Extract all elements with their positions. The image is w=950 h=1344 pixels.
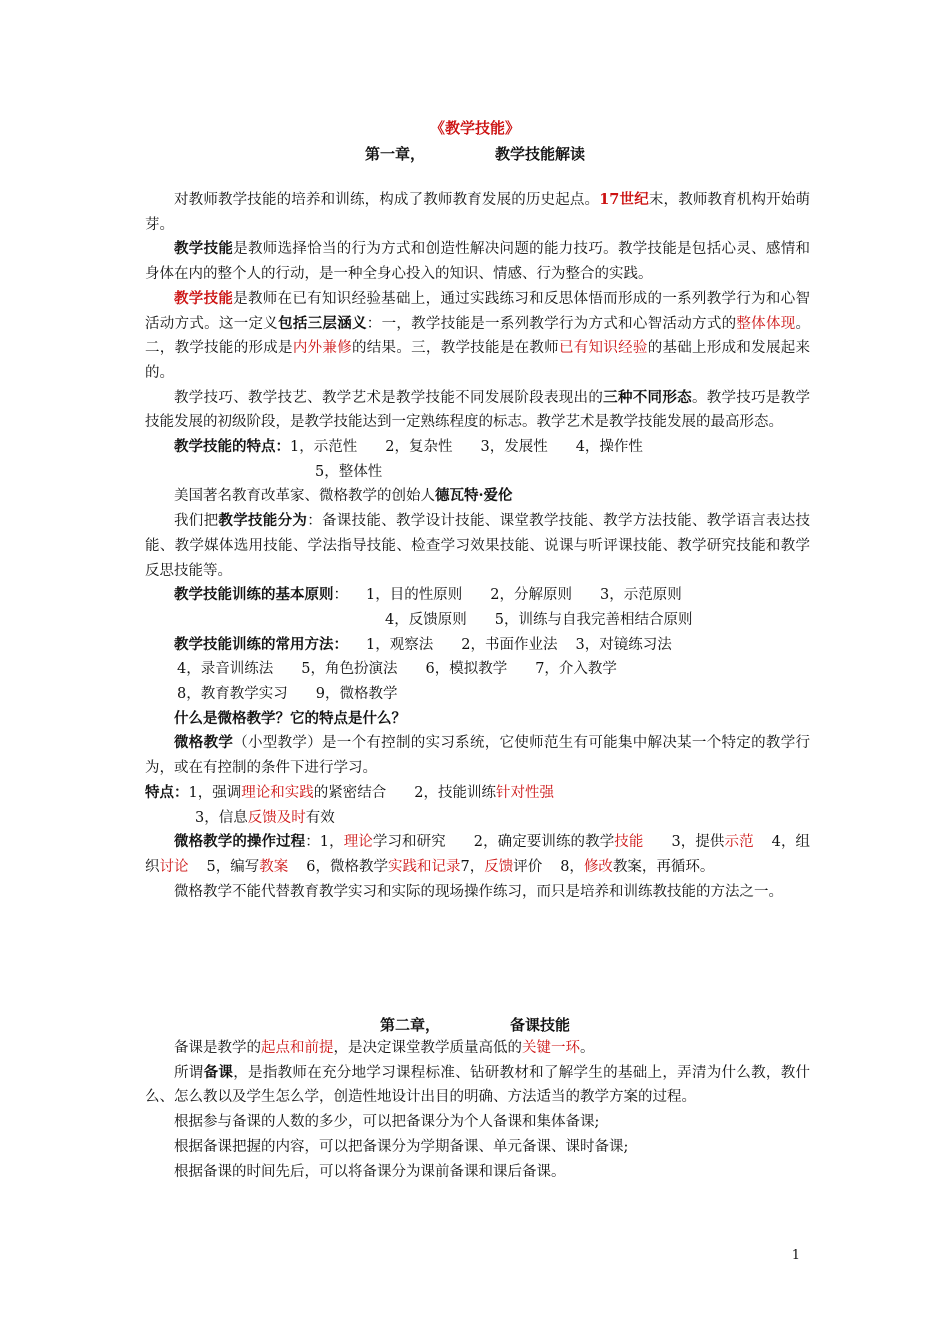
text-run: ，是决定课堂教学质量高低的: [333, 1040, 522, 1056]
text-run: 3，信息: [195, 809, 248, 826]
methods-line-2: [145, 657, 810, 682]
emphasis-text: 已有知识经验: [558, 340, 648, 357]
paragraph: [145, 1061, 810, 1110]
emphasis-text: 整体体现: [736, 315, 796, 332]
methods-line-3: [145, 682, 810, 707]
list-item: 7，介入教学: [535, 661, 617, 678]
paragraph: [145, 287, 810, 386]
list-item: 3，对镜练习法: [575, 636, 672, 653]
paragraph: [145, 509, 810, 583]
term-bold: 教学技能: [174, 240, 234, 258]
text-run: ：1，: [305, 834, 344, 851]
paragraph: [145, 188, 810, 237]
list-item: 5，整体性: [315, 463, 383, 480]
chapter-2-name: 备课技能: [510, 1016, 571, 1034]
term-red-bold: 教学技能: [174, 289, 234, 307]
text-run: 。: [580, 1040, 595, 1056]
emphasis-text: 实践和记录: [387, 858, 461, 875]
term-bold: 教学技能训练的基本原则: [174, 586, 334, 604]
list-item: 2，书面作业法: [461, 636, 558, 653]
text-run: 7，: [460, 858, 485, 875]
chapter-2-body: [145, 1036, 810, 1184]
emphasis-text: 反馈: [484, 858, 514, 875]
term-bold: 教学技能的特点: [174, 438, 276, 456]
text-run: 2，技能训练: [414, 784, 496, 801]
emphasis-text: 针对性强: [495, 784, 554, 801]
term-bold: 备课: [203, 1063, 234, 1081]
paragraph: [145, 1036, 810, 1061]
principles-line-2: [145, 608, 810, 633]
list-item: 1，示范性: [290, 439, 358, 456]
text-run: 美国著名教育改革家、微格教学的创始人: [174, 488, 435, 505]
list-item: 4，反馈原则: [385, 611, 467, 628]
list-item: 9，微格教学: [315, 686, 398, 703]
text-run: 教学技巧、教学技艺、教学艺术是教学技能不同发展阶段表现出的: [174, 389, 604, 406]
chapter-1-heading: [0, 143, 950, 164]
text-run: ：: [174, 783, 189, 801]
chapter-1-body: [145, 188, 810, 904]
emphasis-text: 讨论: [159, 858, 189, 875]
list-item: 2，分解原则: [490, 587, 572, 604]
emphasis-text: 示范: [724, 834, 754, 851]
traits-line-2: [145, 806, 810, 831]
emphasis-text: 教案: [259, 858, 289, 875]
traits-line: [145, 781, 810, 806]
text-run: ：一，教学技能是一系列教学行为方式和心智活动方式的: [366, 315, 737, 332]
emphasis-text: 修改: [583, 858, 613, 875]
text-run: ：: [333, 635, 348, 653]
text-run: 。二，教学技能的形成是: [145, 315, 811, 357]
features-line: [145, 435, 810, 460]
term-bold: 德瓦特·爱伦: [435, 487, 513, 505]
term-bold: 包括三层涵义: [278, 314, 367, 332]
text-run: ：: [333, 587, 348, 604]
principles-line: [145, 583, 810, 608]
emphasis-text: 理论和实践: [241, 784, 314, 801]
text-run: 末，教师教育机构开始萌芽。: [145, 192, 810, 233]
document-title: 《教学技能》: [429, 119, 520, 137]
list-item: 5，训练与自我完善相结合原则: [494, 611, 693, 628]
paragraph: [145, 237, 810, 286]
emphasis-text: 内外兼修: [292, 340, 352, 357]
features-line-2: [145, 460, 810, 485]
text-run: 6，微格教学: [306, 858, 388, 875]
text-run: 对教师教学技能的培养和训练，构成了教师教育发展的历史起点。: [174, 192, 600, 208]
text-run: ，是指教师在充分地学习课程标准、钻研教材和了解学生的基础上，弄清为什么教，教什么、怎么教以及学生怎么学，创造性地设计出目的明确、方法适当的教学方案的过程。: [145, 1064, 811, 1106]
text-run: 是教师在已有知识经验基础上，通过实践练习和反思体悟而形成的一系列教学行为和心智活动方式。这一定义: [145, 290, 811, 332]
text-run: 是教师选择恰当的行为方式和创造性解决问题的能力技巧。教学技能是包括心灵、感情和身体在内的整个人的行动，是一种全身心投入的知识、情感、行为整合的实践。: [145, 241, 811, 283]
term-bold: 微格教学的操作过程: [174, 833, 306, 851]
chapter-2-label: 第二章，: [379, 1016, 440, 1034]
text-run: 有效: [305, 809, 335, 826]
chapter-2-heading: [0, 1014, 950, 1035]
emphasis-text: 反馈及时: [247, 809, 306, 826]
paragraph: [145, 484, 810, 509]
list-item: 4，录音训练法: [177, 661, 274, 678]
text-run: 8，: [560, 858, 584, 875]
text-run: （小型教学）是一个有控制的实习系统，它使师范生有可能集中解决某一个特定的教学行为，或在有控制的条件下进行学习。: [145, 735, 811, 777]
term-bold: 特点: [145, 783, 174, 801]
text-run: 备课是教学的: [174, 1040, 261, 1056]
list-item: 1，观察法: [366, 636, 434, 653]
term-bold: 教学技能分为: [218, 512, 308, 530]
text-run: 1，强调: [188, 784, 242, 801]
text-run: 的基础上形成和发展起来的。: [145, 340, 811, 381]
list-item: 6，模拟教学: [425, 661, 508, 678]
text-run: 3，提供: [671, 834, 725, 851]
process-paragraph: [145, 830, 810, 879]
list-item: 2，复杂性: [385, 439, 453, 456]
question-heading: 什么是微格教学？它的特点是什么？: [174, 709, 406, 727]
text-run: 。教学技巧是教学技能发展的初级阶段，是教学技能达到一定熟练程度的标志。教学艺术是教学技能发展的最高形态。: [145, 389, 811, 431]
text-run: 5，编写: [206, 858, 260, 875]
paragraph: [145, 731, 810, 780]
text-run: 学习和研究: [372, 834, 446, 851]
text-run: 评价: [513, 858, 543, 875]
list-item: 5，角色扮演法: [301, 661, 398, 678]
term-bold: 微格教学: [174, 734, 234, 752]
list-item: 4，操作性: [575, 439, 643, 456]
paragraph: 微格教学不能代替教育教学实习和实际的现场操作练习，而只是培养和训练教技能的方法之一。: [174, 883, 783, 900]
paragraph: 根据参与备课的人数的多少，可以把备课分为个人备课和集体备课;: [174, 1114, 600, 1131]
text-run: 2，确定要训练的教学: [473, 834, 615, 851]
text-run: 我们把: [174, 513, 219, 530]
text-run: 的紧密结合: [313, 784, 387, 801]
text-run: ：: [275, 438, 290, 456]
emphasis-text: 关键一环: [522, 1040, 580, 1056]
list-item: 1，目的性原则: [366, 587, 463, 604]
paragraph: [145, 386, 810, 435]
paragraph: 根据备课把握的内容，可以把备课分为学期备课、单元备课、课时备课;: [174, 1138, 629, 1155]
page-number: 1: [791, 1248, 800, 1263]
emphasis-text: 技能: [614, 834, 644, 851]
text-run: 4，组织: [145, 834, 811, 875]
emphasis-text: 17世纪: [599, 191, 649, 208]
emphasis-text: 起点和前提: [261, 1040, 334, 1056]
chapter-1-name: 教学技能解读: [495, 145, 586, 163]
list-item: 8，教育教学实习: [177, 686, 288, 703]
text-run: 的结果。三，教学技能是在教师: [351, 340, 559, 357]
term-bold: 三种不同形态: [603, 388, 692, 406]
text-run: 教案，再循环。: [612, 858, 715, 875]
list-item: 3，发展性: [480, 439, 548, 456]
emphasis-text: 理论: [343, 834, 373, 851]
chapter-1-label: 第一章，: [364, 145, 425, 163]
term-bold: 教学技能训练的常用方法: [174, 635, 334, 653]
text-run: ：备课技能、教学设计技能、课堂教学技能、教学方法技能、教学语言表达技能、教学媒体选用技能、学法指导技能、检查学习效果技能、说课与听评课技能、教学研究技能和教学反思技能等。: [145, 513, 811, 579]
paragraph: 根据备课的时间先后，可以将备课分为课前备课和课后备课。: [174, 1163, 566, 1180]
list-item: 3，示范原则: [599, 587, 682, 604]
methods-line: [145, 633, 810, 658]
text-run: 所谓: [174, 1064, 204, 1081]
